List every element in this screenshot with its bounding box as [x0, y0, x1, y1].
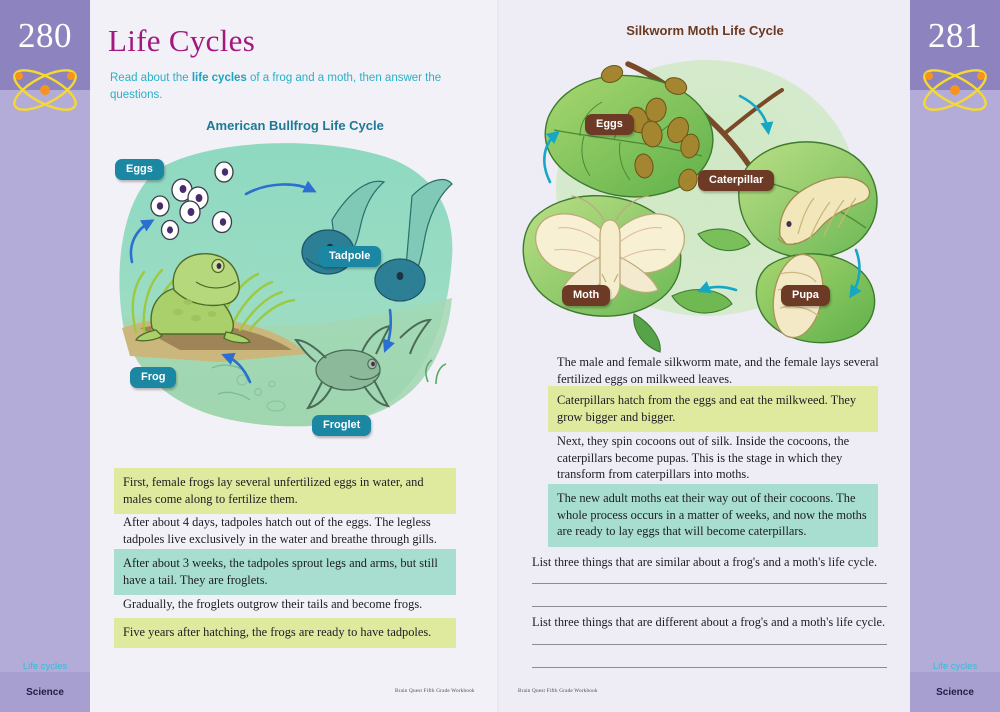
- atom-icon: [5, 60, 85, 120]
- answer-line[interactable]: [532, 667, 887, 668]
- frog-label-eggs: Eggs: [115, 159, 164, 180]
- intro-text-a: Read about the: [110, 72, 192, 84]
- answer-line[interactable]: [532, 606, 887, 607]
- right-footer-subject: Science: [910, 672, 1000, 712]
- question-different: List three things that are different about a frog's and a moth's life cycle.: [532, 615, 886, 629]
- frog-paragraph-4: Gradually, the froglets outgrow their tails and become frogs.: [123, 597, 423, 611]
- left-page-sheet: [90, 0, 500, 712]
- moth-label-eggs: Eggs: [585, 114, 634, 135]
- frog-label-froglet: Froglet: [312, 415, 371, 436]
- left-footer-chapter: Life cycles: [22, 661, 68, 672]
- frog-paragraph-1: First, female frogs lay several unfertilized eggs in water, and males come along to fertilize them.: [114, 468, 456, 514]
- answer-line[interactable]: [532, 644, 887, 645]
- moth-paragraph-3: Next, they spin cocoons out of silk. Inside the cocoons, the caterpillars become pupas. This is the stage in which they transform from caterpillars into moths.: [557, 434, 850, 482]
- intro-instructions: [110, 70, 460, 103]
- intro-text-bold: life cycles: [191, 72, 247, 84]
- frog-life-cycle-illustration: [100, 132, 490, 452]
- answer-line[interactable]: [532, 583, 887, 584]
- right-page-number: 281: [928, 16, 982, 55]
- atom-icon: [915, 60, 995, 120]
- left-page-credit: Brain Quest Fifth Grade Workbook: [395, 688, 475, 694]
- moth-paragraph-4: The new adult moths eat their way out of their cocoons. The whole process occurs in a matter of weeks, and now the moths are ready to lay eggs that will become caterpillars.: [548, 484, 878, 547]
- frog-paragraph-5: Five years after hatching, the frogs are ready to have tadpoles.: [114, 618, 456, 648]
- moth-label-caterpillar: Caterpillar: [698, 170, 774, 191]
- right-page-rail: [910, 0, 1000, 712]
- question-similar: List three things that are similar about a frog's and a moth's life cycle.: [532, 555, 878, 569]
- moth-label-pupa: Pupa: [781, 285, 830, 306]
- moth-label-moth: Moth: [562, 285, 610, 306]
- frog-paragraph-2: After about 4 days, tadpoles hatch out of the eggs. The legless tadpoles live exclusively in the water and breathe through gills.: [123, 515, 437, 546]
- left-footer-subject: Science: [0, 672, 90, 712]
- frog-label-tadpole: Tadpole: [318, 246, 381, 267]
- intro-text-b: of a frog and a moth, then answer the questions.: [110, 72, 442, 101]
- moth-diagram-title: Silkworm Moth Life Cycle: [626, 23, 784, 38]
- right-page-sheet: [500, 0, 910, 712]
- right-page-credit: Brain Quest Fifth Grade Workbook: [518, 688, 598, 694]
- page-title: Life Cycles: [108, 23, 256, 58]
- left-page-rail: [0, 0, 90, 712]
- frog-paragraph-3: After about 3 weeks, the tadpoles sprout legs and arms, but still have a tail. They are froglets.: [114, 549, 456, 595]
- frog-diagram-title: American Bullfrog Life Cycle: [206, 118, 384, 133]
- moth-paragraph-1: The male and female silkworm mate, and the female lays several fertilized eggs on milkweed leaves.: [557, 355, 879, 386]
- frog-label-frog: Frog: [130, 367, 176, 388]
- left-page-number: 280: [18, 16, 72, 55]
- right-footer-chapter: Life cycles: [932, 661, 978, 672]
- moth-life-cycle-illustration: [510, 38, 900, 358]
- moth-paragraph-2: Caterpillars hatch from the eggs and eat the milkweed. They grow bigger and bigger.: [548, 386, 878, 432]
